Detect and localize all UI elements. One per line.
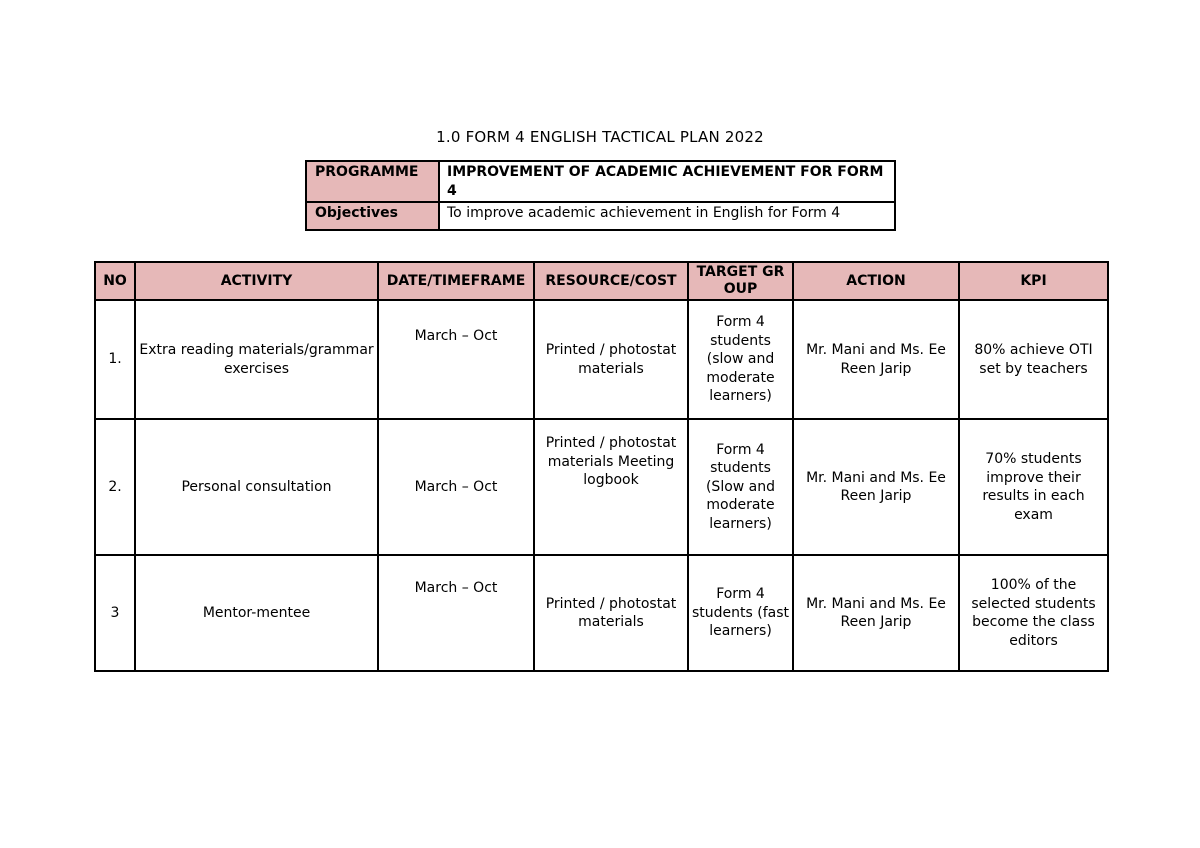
programme-value: IMPROVEMENT OF ACADEMIC ACHIEVEMENT FOR FORM 4 (439, 161, 895, 202)
header-action: ACTION (793, 262, 959, 300)
cell-no: 3 (95, 555, 135, 671)
objectives-label: Objectives (306, 202, 439, 230)
header-kpi: KPI (959, 262, 1108, 300)
programme-label: PROGRAMME (306, 161, 439, 202)
cell-no: 1. (95, 300, 135, 419)
cell-date: March – Oct (378, 300, 534, 419)
header-date: DATE/TIMEFRAME (378, 262, 534, 300)
cell-action: Mr. Mani and Ms. Ee Reen Jarip (793, 300, 959, 419)
programme-table (305, 160, 896, 231)
tactical-plan-table (94, 261, 1109, 672)
cell-target-group: Form 4 students (Slow and moderate learners) (688, 419, 793, 555)
cell-action: Mr. Mani and Ms. Ee Reen Jarip (793, 419, 959, 555)
cell-activity: Mentor-mentee (135, 555, 378, 671)
cell-resource: Printed / photostat materials (534, 300, 688, 419)
cell-activity: Personal consultation (135, 419, 378, 555)
header-target-group: TARGET GROUP (688, 262, 793, 300)
cell-kpi: 80% achieve OTI set by teachers (959, 300, 1108, 419)
cell-date: March – Oct (378, 419, 534, 555)
cell-activity: Extra reading materials/grammar exercises (135, 300, 378, 419)
cell-kpi: 70% students improve their results in each exam (959, 419, 1108, 555)
header-activity: ACTIVITY (135, 262, 378, 300)
cell-target-group: Form 4 students (fast learners) (688, 555, 793, 671)
cell-kpi: 100% of the selected students become the class editors (959, 555, 1108, 671)
table-row (95, 300, 1108, 419)
document-title: 1.0 FORM 4 ENGLISH TACTICAL PLAN 2022 (436, 128, 764, 146)
table-row (95, 555, 1108, 671)
cell-action: Mr. Mani and Ms. Ee Reen Jarip (793, 555, 959, 671)
cell-no: 2. (95, 419, 135, 555)
cell-date: March – Oct (378, 555, 534, 671)
header-resource: RESOURCE/COST (534, 262, 688, 300)
cell-resource: Printed / photostat materials Meeting logbook (534, 419, 688, 555)
objectives-row (306, 202, 895, 230)
table-header-row (95, 262, 1108, 300)
objectives-value: To improve academic achievement in English for Form 4 (439, 202, 895, 230)
table-row (95, 419, 1108, 555)
header-no: NO (95, 262, 135, 300)
cell-target-group: Form 4 students (slow and moderate learners) (688, 300, 793, 419)
programme-row (306, 161, 895, 202)
cell-resource: Printed / photostat materials (534, 555, 688, 671)
